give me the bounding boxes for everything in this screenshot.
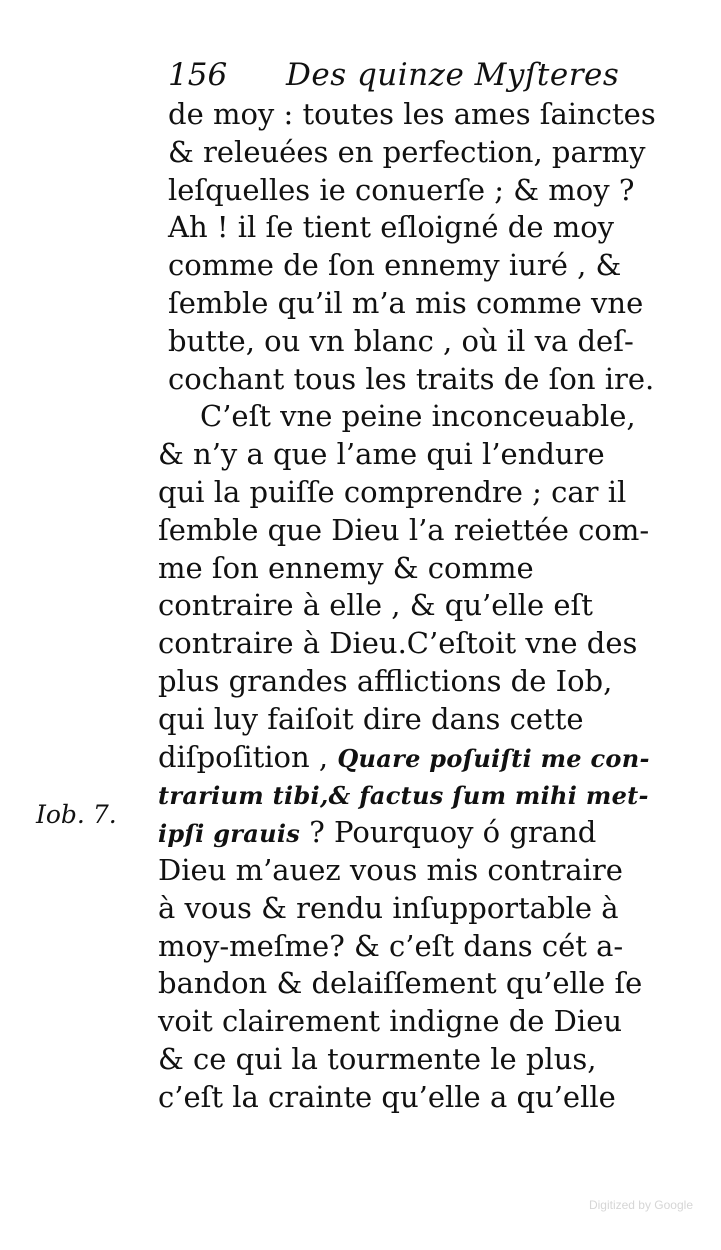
text-line: c’eſt la crainte qu’elle a qu’elle [158, 1079, 616, 1114]
page-header [168, 52, 638, 98]
text-line: bandon & delaiſſement qu’elle ſe [158, 966, 643, 1001]
text-line: & n’y a que l’ame qui l’endure [158, 437, 605, 472]
text-line: Ah ! il ſe tient eſloigné de moy [168, 210, 615, 245]
paragraph-start-line: C’eſt vne peine inconceuable, [200, 399, 636, 434]
text-line: voit clairement indigne de Dieu [158, 1004, 623, 1039]
text-line: qui luy faiſoit dire dans cette [158, 701, 584, 736]
latin-quote-line [158, 776, 653, 814]
text-line-with-latin: diſpoſition , Quare poſuiſti me con- [158, 739, 650, 774]
latin-quote: Quare poſuiſti me con- [337, 743, 650, 773]
text-line: leſquelles ie conuerſe ; & moy ? [168, 172, 635, 207]
text-line: & releuées en perfection, parmy [168, 134, 646, 169]
text-line: plus grandes afflictions de Iob, [158, 663, 613, 698]
text-line: Dieu m’auez vous mis contraire [158, 852, 623, 887]
running-title: Des quinze Myſteres [286, 57, 620, 93]
watermark: Digitized by Google [588, 1198, 693, 1212]
text-line: ſemble qu’il m’a mis comme vne [168, 285, 644, 320]
text-line: à vous & rendu inſupportable à [158, 890, 619, 925]
text-line: de moy : toutes les ames ſainctes [168, 97, 656, 131]
latin-quote: ipſi grauis [158, 819, 301, 849]
text-line: contraire à Dieu.C’eſtoit vne des [158, 626, 638, 661]
text-line-with-latin: ipſi grauis ? Pourquoy ó grand [158, 815, 597, 850]
text-line: & ce qui la tourmente le plus, [158, 1041, 597, 1076]
body-text [158, 96, 656, 1117]
text-line: qui la puiſſe comprendre ; car il [158, 474, 627, 509]
text-line: butte, ou vn blanc , où il va deſ- [168, 323, 634, 358]
margin-reference: Iob. 7. [36, 800, 117, 829]
text-line: cochant tous les traits de ſon ire. [168, 361, 655, 396]
latin-quote: trarium tibi,& factus ſum mihi met- [158, 781, 649, 811]
text-line: moy-meſme? & c’eſt dans cét a- [158, 928, 624, 963]
text-line: me ſon ennemy & comme [158, 550, 534, 585]
page-number: 156 [168, 57, 228, 93]
text-line: comme de ſon ennemy iuré , & [168, 248, 622, 283]
text-line: contraire à elle , & qu’elle eſt [158, 588, 593, 623]
text-line: ſemble que Dieu l’a reiettée com- [158, 512, 650, 547]
